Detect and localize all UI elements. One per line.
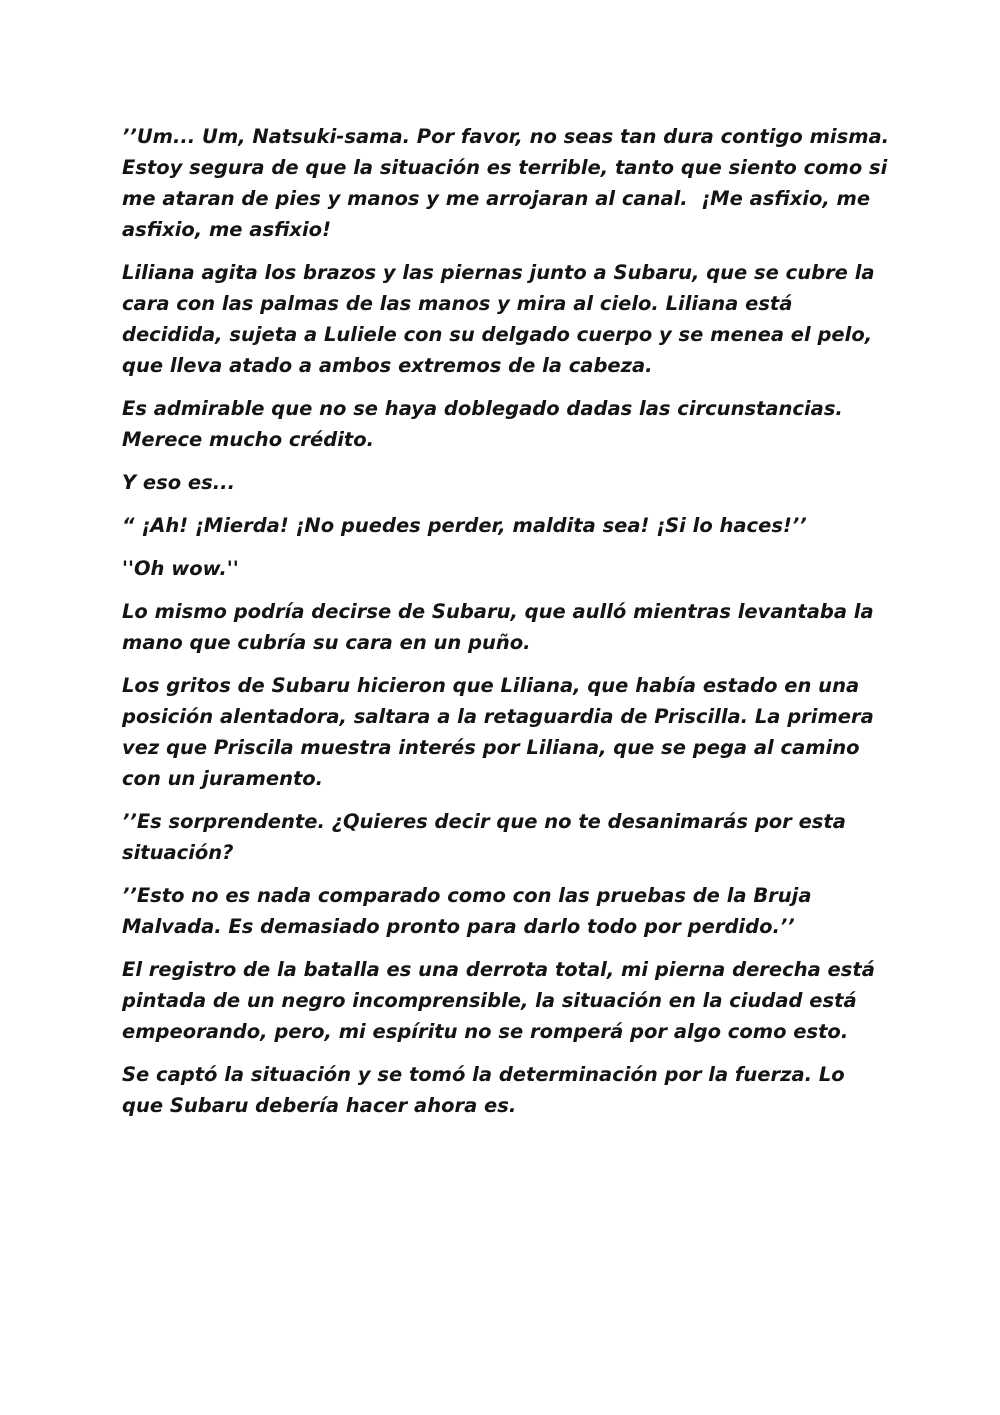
paragraph-5: “ ¡Ah! ¡Mierda! ¡No puedes perder, maldita sea! ¡Si lo haces!’’ (122, 514, 807, 537)
paragraph-1: ’’Um... Um, Natsuki-sama. Por favor, no seas tan dura contigo misma. Estoy segura de que la situación es terrible, tanto que siento como si me ataran de pies y manos y me arrojaran al canal. ¡Me asfixio, me asfixio, me asfixio! (122, 125, 896, 241)
paragraph-4: Y eso es... (122, 471, 235, 494)
paragraph-3: Es admirable que no se haya doblegado dadas las circunstancias. Merece mucho crédito. (122, 397, 850, 451)
paragraph-2: Liliana agita los brazos y las piernas junto a Subaru, que se cubre la cara con las palmas de las manos y mira al cielo. Liliana está decidida, sujeta a Luliele con su delgado cuerpo y se menea el pelo, que lleva atado a ambos extremos de la cabeza. (122, 261, 882, 377)
paragraph-11: El registro de la batalla es una derrota total, mi pierna derecha está pintada de un negro incomprensible, la situación en la ciudad está empeorando, pero, mi espíritu no se romperá por algo como esto. (122, 958, 882, 1043)
paragraph-6: ''Oh wow.'' (122, 557, 239, 580)
paragraph-8: Los gritos de Subaru hicieron que Liliana, que había estado en una posición alentadora, saltara a la retaguardia de Priscilla. La primera vez que Priscila muestra interés por Liliana, que se pega al camino con un juramento. (122, 674, 881, 790)
paragraph-10: ’’Esto no es nada comparado como con las pruebas de la Bruja Malvada. Es demasiado pronto para darlo todo por perdido.’’ (122, 884, 819, 938)
paragraph-12: Se captó la situación y se tomó la determinación por la fuerza. Lo que Subaru debería hacer ahora es. (122, 1063, 852, 1117)
paragraph-7: Lo mismo podría decirse de Subaru, que aulló mientras levantaba la mano que cubría su cara en un puño. (122, 600, 881, 654)
paragraph-9: ’’Es sorprendente. ¿Quieres decir que no te desanimarás por esta situación? (122, 810, 853, 864)
body-text (122, 121, 896, 1133)
